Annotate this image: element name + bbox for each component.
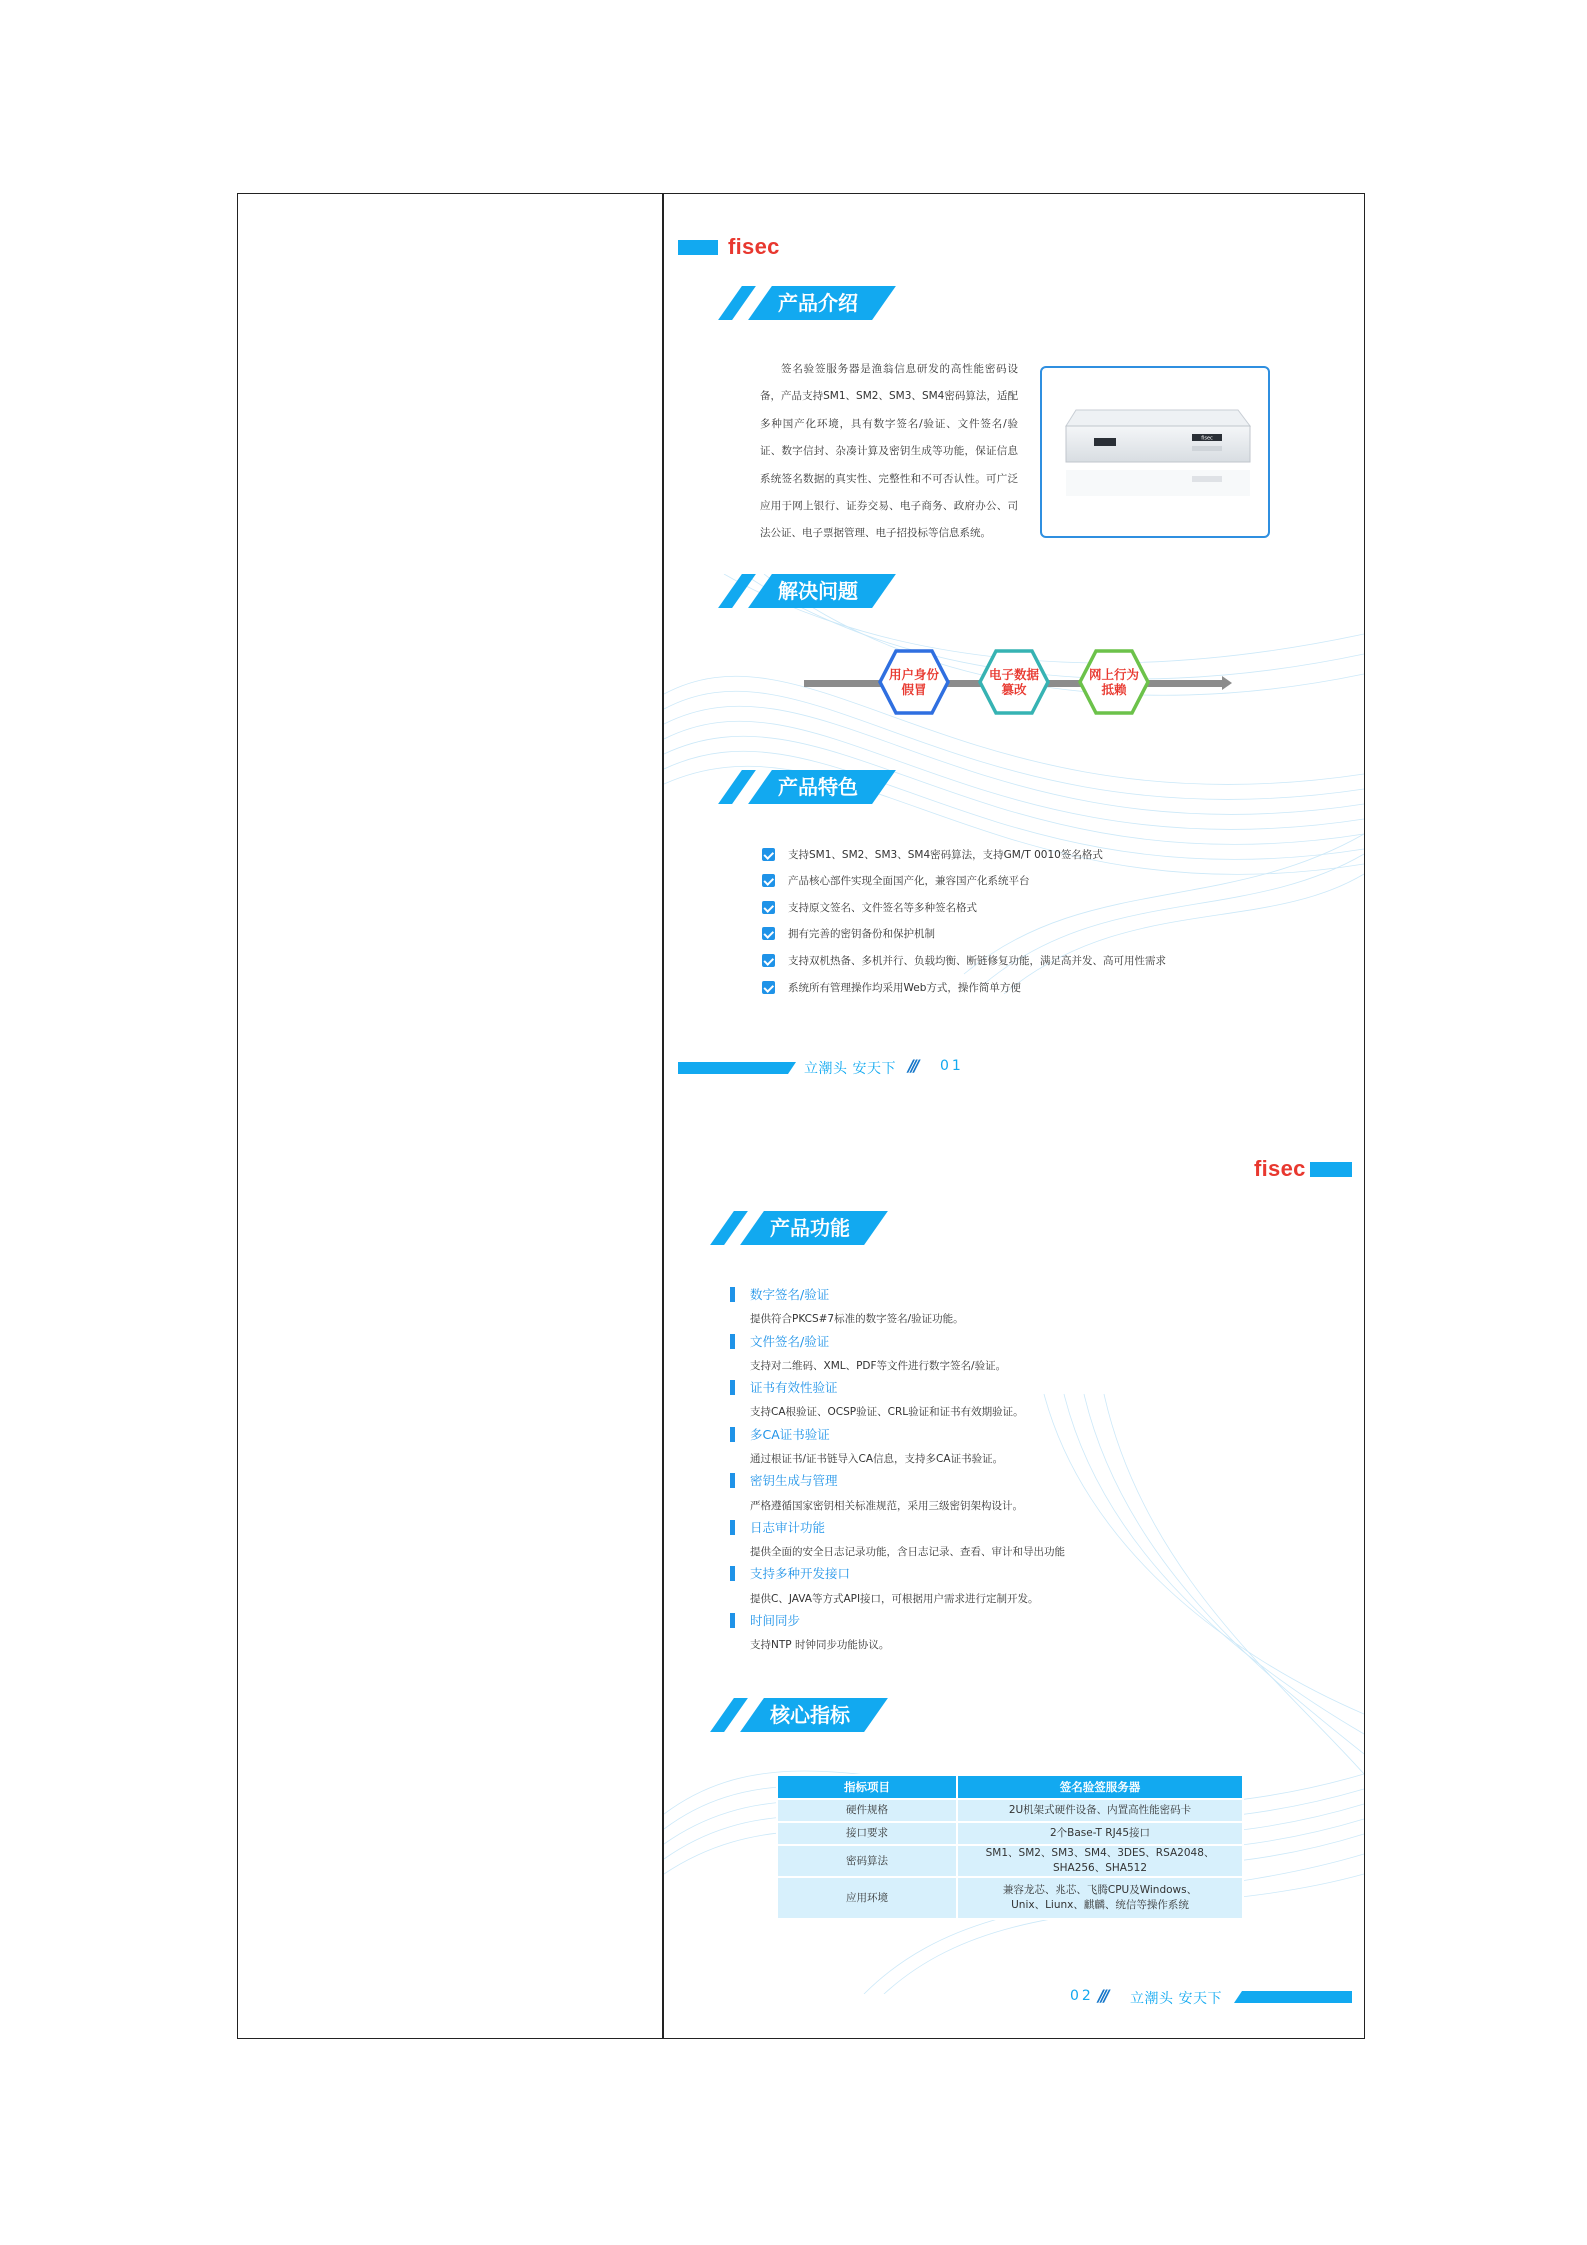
function-title: 证书有效性验证 xyxy=(750,1380,838,1395)
section-header-functions xyxy=(712,1211,902,1245)
page-number: 01 xyxy=(940,1058,964,1074)
table-cell: SM1、SM2、SM3、SM4、3DES、RSA2048、SHA256、SHA512 xyxy=(957,1845,1243,1877)
function-bullet-icon xyxy=(730,1287,735,1302)
function-bullet-icon xyxy=(730,1566,735,1581)
table-cell: 密码算法 xyxy=(777,1845,957,1877)
fisec-logo: fisec xyxy=(1254,1156,1306,1181)
product-image-frame xyxy=(1040,366,1270,538)
feature-text: 产品核心部件实现全面国产化，兼容国产化系统平台 xyxy=(788,875,1030,887)
function-desc: 支持对二维码、XML、PDF等文件进行数字签名/验证。 xyxy=(750,1360,1007,1372)
function-title: 数字签名/验证 xyxy=(750,1287,830,1302)
feature-text: 支持双机热备、多机并行、负载均衡、断链修复功能，满足高并发、高可用性需求 xyxy=(788,955,1166,967)
checkbox-icon xyxy=(762,954,775,967)
function-title: 时间同步 xyxy=(750,1613,801,1628)
table-cell: 接口要求 xyxy=(777,1822,957,1845)
function-desc: 通过根证书/证书链导入CA信息，支持多CA证书验证。 xyxy=(750,1453,1004,1465)
checkbox-icon xyxy=(762,981,775,994)
function-bullet-icon xyxy=(730,1613,735,1628)
function-bullet-icon xyxy=(730,1473,735,1488)
checkbox-icon xyxy=(762,848,775,861)
table-cell: 硬件规格 xyxy=(777,1799,957,1822)
section-header-features xyxy=(720,770,910,804)
intro-paragraph: 签名验签服务器是渔翁信息研发的高性能密码设备，产品支持SM1、SM2、SM3、SM4密码算法，适配多种国产化环境，具有数字签名/验证、文件签名/验证、数字信封、杂凑计算及密钥生成等功能，保证信息系统签名数据的真实性、完整性和不可否认性。可广泛应用于网上银行、证券交易、电子商务、政府办公、司法公证、电子票据管理、电子招投标等信息系统。 xyxy=(760,363,1018,540)
header-accent-bar xyxy=(1310,1162,1352,1177)
checkbox-icon xyxy=(762,927,775,940)
section-title: 解决问题 xyxy=(778,579,858,603)
function-title: 密钥生成与管理 xyxy=(750,1473,838,1488)
problem-label-line2: 假冒 xyxy=(901,682,927,697)
core-metrics-table xyxy=(776,1774,1244,1920)
brochure-column xyxy=(664,194,1364,2038)
function-title: 多CA证书验证 xyxy=(750,1427,830,1442)
footer-accent-bar xyxy=(1234,1991,1352,2003)
timeline-arrow-head xyxy=(1222,676,1232,690)
svg-text:fisec: fisec xyxy=(1201,435,1213,442)
function-title: 文件签名/验证 xyxy=(750,1334,830,1349)
table-cell: 2U机架式硬件设备、内置高性能密码卡 xyxy=(957,1799,1243,1822)
problem-label-line2: 篡改 xyxy=(1001,682,1027,697)
function-bullet-icon xyxy=(730,1380,735,1395)
footer-slogan: 立潮头 安天下 xyxy=(1130,1991,1222,2007)
section-title: 产品功能 xyxy=(770,1216,850,1240)
footer-accent-bar xyxy=(678,1062,796,1074)
problem-hexagon-identity xyxy=(878,649,950,715)
function-bullet-icon xyxy=(730,1334,735,1349)
function-bullet-icon xyxy=(730,1427,735,1442)
problem-hexagon-repudiation xyxy=(1078,649,1150,715)
checkbox-icon xyxy=(762,874,775,887)
function-title: 日志审计功能 xyxy=(750,1520,826,1535)
feature-text: 支持SM1、SM2、SM3、SM4密码算法，支持GM/T 0010签名格式 xyxy=(788,849,1103,861)
function-desc: 提供全面的安全日志记录功能，含日志记录、查看、审计和导出功能 xyxy=(750,1546,1065,1558)
table-row xyxy=(777,1799,1243,1822)
checkbox-icon xyxy=(762,901,775,914)
section-header-metrics xyxy=(712,1698,902,1732)
server-device-image xyxy=(1042,368,1268,536)
problem-label-line1: 电子数据 xyxy=(988,667,1039,682)
table-cell: 应用环境 xyxy=(777,1877,957,1919)
function-title: 支持多种开发接口 xyxy=(750,1566,851,1581)
problem-label-line1: 网上行为 xyxy=(1088,667,1139,682)
function-desc: 支持NTP 时钟同步功能协议。 xyxy=(750,1639,890,1651)
section-title: 核心指标 xyxy=(770,1703,850,1727)
function-desc: 支持CA根验证、OCSP验证、CRL验证和证书有效期验证。 xyxy=(750,1406,1024,1418)
page-number: 02 xyxy=(1070,1988,1094,2004)
footer-slashes: /// xyxy=(908,1056,917,1075)
header-accent-bar xyxy=(678,240,718,255)
function-desc: 提供C、JAVA等方式API接口，可根据用户需求进行定制开发。 xyxy=(750,1593,1039,1605)
function-bullet-icon xyxy=(730,1520,735,1535)
function-desc: 严格遵循国家密钥相关标准规范，采用三级密钥架构设计。 xyxy=(750,1500,1023,1512)
section-title: 产品介绍 xyxy=(778,291,858,315)
fisec-logo: fisec xyxy=(728,234,780,259)
problem-label-line1: 用户身份 xyxy=(888,667,939,682)
table-cell: 2个Base-T RJ45接口 xyxy=(957,1822,1243,1845)
feature-text: 拥有完善的密钥备份和保护机制 xyxy=(788,928,935,940)
table-header-cell: 签名验签服务器 xyxy=(957,1775,1243,1799)
table-row xyxy=(777,1877,1243,1919)
table-row xyxy=(777,1845,1243,1877)
footer-slogan: 立潮头 安天下 xyxy=(804,1061,896,1077)
function-desc: 提供符合PKCS#7标准的数字签名/验证功能。 xyxy=(750,1313,964,1325)
problem-hexagon-tamper xyxy=(978,649,1050,715)
section-header-intro xyxy=(720,286,910,320)
table-header-cell: 指标项目 xyxy=(777,1775,957,1799)
table-cell: 兼容龙芯、兆芯、飞腾CPU及Windows、Unix、Liunx、麒麟、统信等操作系统 xyxy=(957,1877,1243,1919)
section-header-problems xyxy=(720,574,910,608)
feature-text: 系统所有管理操作均采用Web方式，操作简单方便 xyxy=(788,982,1021,994)
table-header-row xyxy=(777,1775,1243,1799)
footer-slashes: /// xyxy=(1098,1986,1107,2005)
feature-text: 支持原文签名、文件签名等多种签名格式 xyxy=(788,902,977,914)
table-row xyxy=(777,1822,1243,1845)
section-title: 产品特色 xyxy=(778,775,858,799)
problem-label-line2: 抵赖 xyxy=(1101,682,1127,697)
